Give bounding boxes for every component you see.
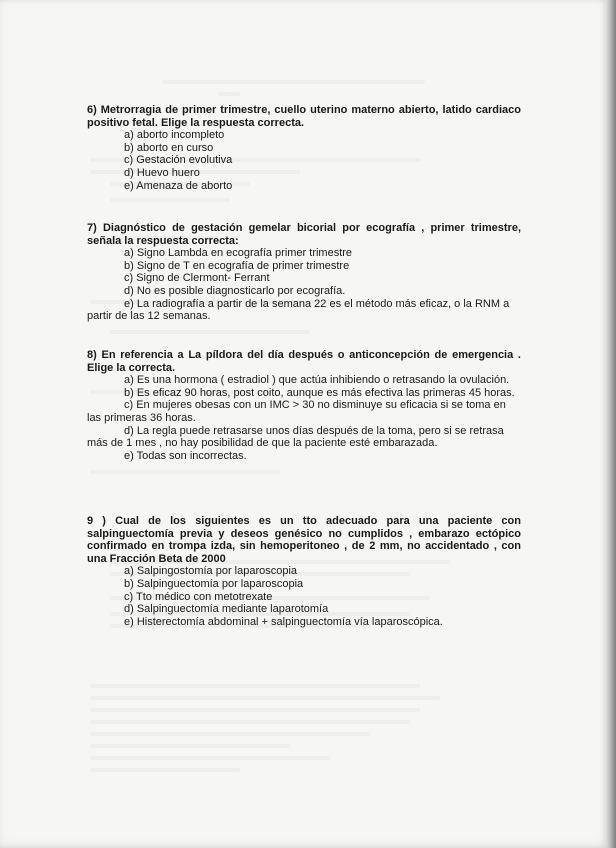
answer-option: a) Salpingostomía por laparoscopia <box>124 565 298 578</box>
question-9 <box>87 515 521 628</box>
answer-option: e) Amenaza de aborto <box>124 179 233 192</box>
question-stem: 7) Diagnóstico de gestación gemelar bicorial por ecografía , primer trimestre, señala la respuesta correcta: <box>87 222 521 247</box>
question-stem: 9 ) Cual de los siguientes es un tto adecuado para una paciente con salpinguectomía previa y deseos genésico no cumplidos , embarazo ectópico confirmado en trompa izda, sin hemoperitoneo , de 2 mm, no accidentado , con una Fracción Beta de 2000 <box>87 515 521 565</box>
answer-option: c) En mujeres obesas con un IMC > 30 no disminuye su eficacia si se toma en las primeras 36 horas. <box>87 399 506 424</box>
answer-option: c) Gestación evolutiva <box>124 154 233 167</box>
answer-option: a) aborto incompleto <box>124 129 225 142</box>
scanner-edge <box>607 0 616 848</box>
answer-option: e) Histerectomía abdominal + salpinguectomía vía laparoscópica. <box>124 615 443 628</box>
answer-option: e) Todas son incorrectas. <box>124 449 247 462</box>
answer-option: b) aborto en curso <box>124 141 214 154</box>
answer-option: c) Tto médico con metotrexate <box>124 590 273 603</box>
answer-option: d) No es posible diagnosticarlo por ecografía. <box>124 284 346 297</box>
answer-option: d) Salpinguectomía mediante laparotomía <box>124 603 329 616</box>
answer-option: b) Salpinguectomía por laparoscopia <box>124 577 304 590</box>
question-stem: 6) Metrorragia de primer trimestre, cuello uterino materno abierto, latido cardiaco positivo fetal. Elige la respuesta correcta. <box>87 104 521 129</box>
answer-option: d) Huevo huero <box>124 166 200 179</box>
question-7 <box>87 222 521 323</box>
question-8 <box>87 349 521 462</box>
answer-option: a) Signo Lambda en ecografía primer trimestre <box>124 247 353 260</box>
answer-option: c) Signo de Clermont- Ferrant <box>124 272 270 285</box>
question-stem: 8) En referencia a La píldora del día después o anticoncepción de emergencia . Elige la correcta. <box>87 349 521 374</box>
question-6 <box>87 104 521 192</box>
answer-option: e) La radiografía a partir de la semana 22 es el método más eficaz, o la RNM a partir de las 12 semanas. <box>87 297 510 323</box>
answer-option: a) Es una hormona ( estradiol ) que actúa inhibiendo o retrasando la ovulación. <box>124 374 510 387</box>
answer-option: d) La regla puede retrasarse unos días después de la toma, pero si se retrasa más de 1 mes , no hay posibilidad de que la paciente esté embarazada. <box>87 424 504 450</box>
answer-option: b) Es eficaz 90 horas, post coito, aunque es más efectiva las primeras 45 horas. <box>124 386 515 399</box>
answer-option: b) Signo de T en ecografía de primer trimestre <box>124 259 350 272</box>
